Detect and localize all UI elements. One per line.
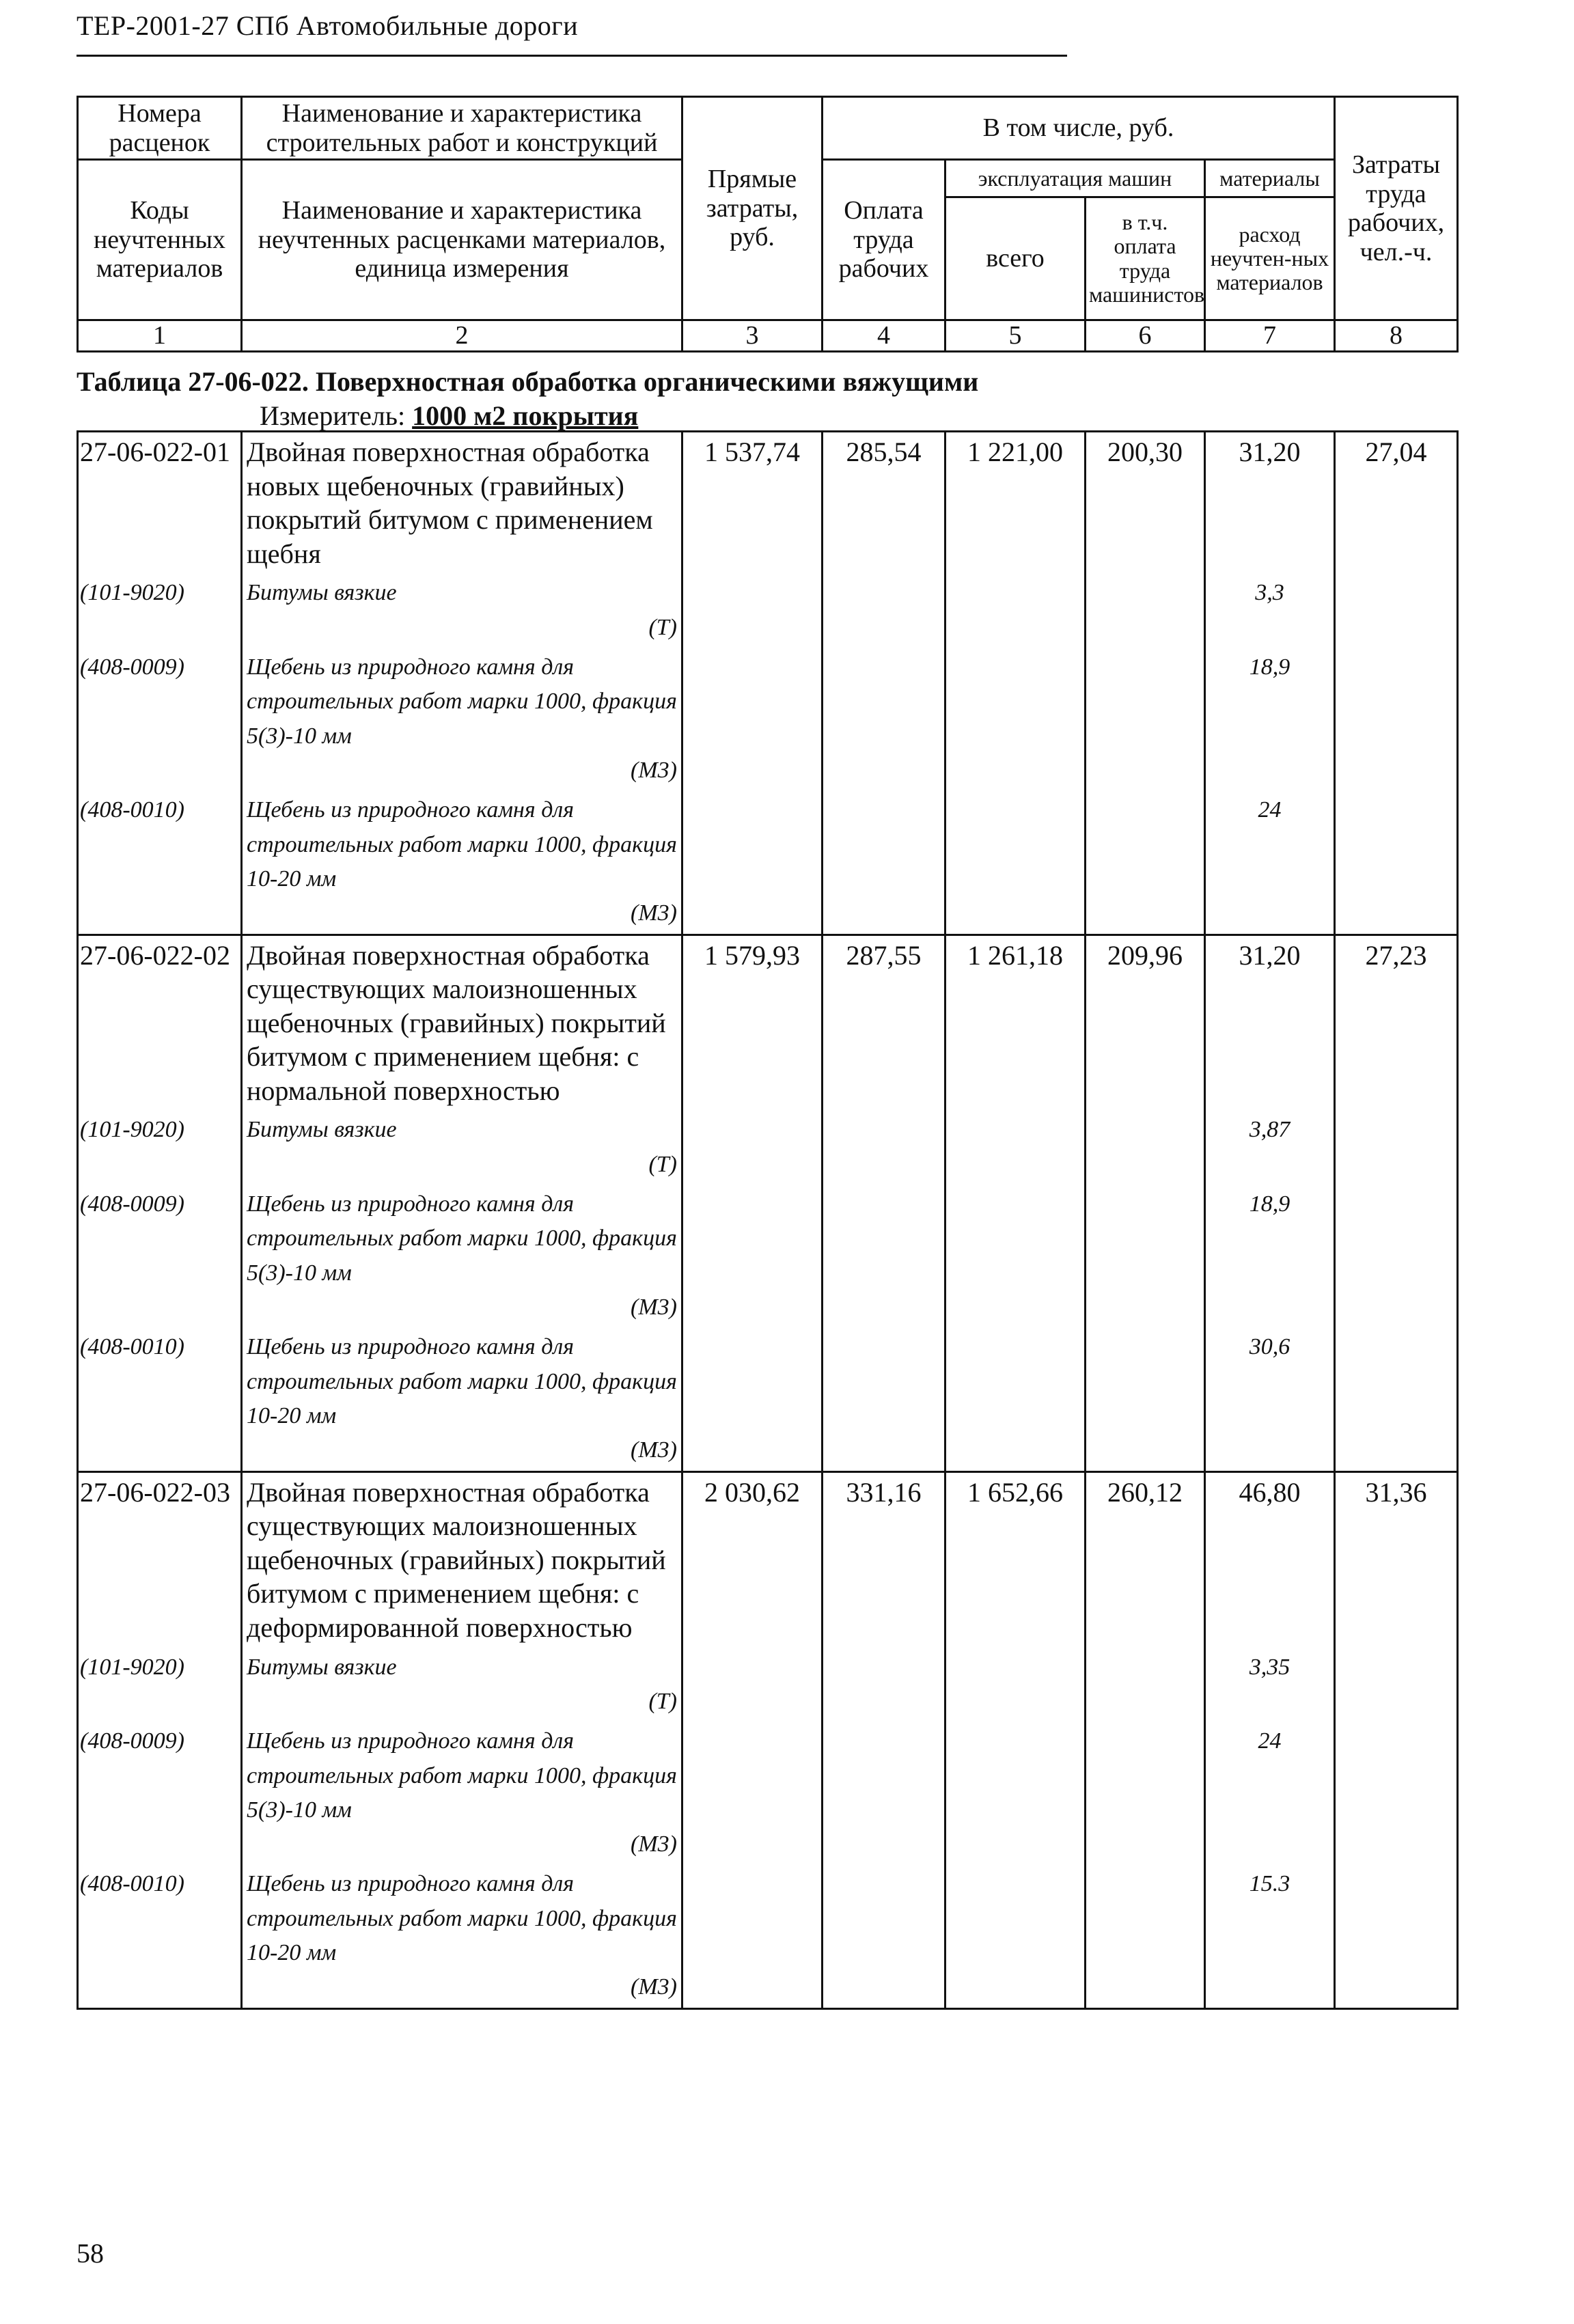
empty-cell xyxy=(945,1864,1086,2008)
header-col5: всего xyxy=(945,197,1086,320)
header-rule xyxy=(77,55,1067,57)
rate-name: Двойная поверхностная обработка существующих малоизношенных щебеночных (гравийных) покрытий битумом с применением щебня: с деформированной поверхностью xyxy=(242,1471,682,1647)
rate-name: Двойная поверхностная обработка существующих малоизношенных щебеночных (гравийных) покрытий битумом с применением щебня: с нормальной поверхностью xyxy=(242,935,682,1110)
material-quantity: 15.3 xyxy=(1205,1864,1335,2008)
material-row xyxy=(78,1648,1458,1722)
material-row xyxy=(78,1721,1458,1864)
header-num-4: 4 xyxy=(823,320,945,352)
material-row xyxy=(78,790,1458,935)
empty-cell xyxy=(1335,1110,1458,1185)
rate-code: 27-06-022-02 xyxy=(78,935,242,1110)
unit-label: Измеритель: xyxy=(260,400,406,431)
empty-cell xyxy=(1086,1864,1205,2008)
empty-cell xyxy=(1335,573,1458,648)
header-machines: эксплуатация машин xyxy=(945,160,1205,197)
empty-cell xyxy=(945,790,1086,935)
machine-labor: 209,96 xyxy=(1086,935,1205,1110)
empty-cell xyxy=(682,790,823,935)
header-col1-bottom: Коды неучтенных материалов xyxy=(78,160,242,320)
empty-cell xyxy=(1086,1327,1205,1471)
material-name-cell xyxy=(242,1721,682,1864)
header-col6: в т.ч. оплата труда машинистов xyxy=(1086,197,1205,320)
empty-cell xyxy=(823,1648,945,1722)
empty-cell xyxy=(1335,1185,1458,1327)
material-name-cell xyxy=(242,1864,682,2008)
empty-cell xyxy=(823,1864,945,2008)
empty-cell xyxy=(682,573,823,648)
material-name-cell xyxy=(242,573,682,648)
header-col4: Оплата труда рабочих xyxy=(823,160,945,320)
material-unit: (Т) xyxy=(648,1151,677,1177)
material-name: Битумы вязкие xyxy=(247,1654,397,1680)
empty-cell xyxy=(1086,1721,1205,1864)
running-head: ТЕР-2001-27 СПб Автомобильные дороги xyxy=(77,10,579,41)
labor-hours: 27,23 xyxy=(1335,935,1458,1110)
header-col1-top: Номера расценок xyxy=(78,97,242,160)
machine-total: 1 261,18 xyxy=(945,935,1086,1110)
table-unit xyxy=(260,400,638,432)
material-code: (101-9020) xyxy=(78,573,242,648)
material-unit: (М3) xyxy=(631,1831,677,1857)
material-name: Щебень из природного камня для строительных работ марки 1000, фракция 5(3)-10 мм xyxy=(247,1191,677,1286)
empty-cell xyxy=(945,573,1086,648)
material-quantity: 18,9 xyxy=(1205,1185,1335,1327)
material-row xyxy=(78,1185,1458,1327)
material-name-cell xyxy=(242,1648,682,1722)
empty-cell xyxy=(945,648,1086,790)
direct-cost: 2 030,62 xyxy=(682,1471,823,1647)
material-row xyxy=(78,648,1458,790)
empty-cell xyxy=(682,1721,823,1864)
material-quantity: 24 xyxy=(1205,1721,1335,1864)
empty-cell xyxy=(1335,648,1458,790)
material-unit: (М3) xyxy=(631,1295,677,1320)
empty-cell xyxy=(823,1721,945,1864)
material-name: Щебень из природного камня для строительных работ марки 1000, фракция 10-20 мм xyxy=(247,797,677,891)
machine-labor: 200,30 xyxy=(1086,432,1205,574)
empty-cell xyxy=(1086,648,1205,790)
rate-code: 27-06-022-01 xyxy=(78,432,242,574)
material-name-cell xyxy=(242,1327,682,1471)
labor-cost: 331,16 xyxy=(823,1471,945,1647)
material-name: Щебень из природного камня для строительных работ марки 1000, фракция 5(3)-10 мм xyxy=(247,654,677,749)
material-code: (408-0009) xyxy=(78,1721,242,1864)
empty-cell xyxy=(1086,790,1205,935)
material-unit: (М3) xyxy=(631,900,677,926)
materials-cost: 31,20 xyxy=(1205,432,1335,574)
header-num-1: 1 xyxy=(78,320,242,352)
empty-cell xyxy=(823,573,945,648)
material-name: Битумы вязкие xyxy=(247,1117,397,1143)
table-title: Таблица 27-06-022. Поверхностная обработка органическими вяжущими xyxy=(77,366,979,397)
empty-cell xyxy=(945,1721,1086,1864)
material-unit: (Т) xyxy=(648,614,677,640)
page-number: 58 xyxy=(77,2238,104,2269)
material-code: (408-0010) xyxy=(78,1327,242,1471)
material-row xyxy=(78,1864,1458,2008)
header-incl: В том числе, руб. xyxy=(823,97,1335,160)
material-quantity: 3,87 xyxy=(1205,1110,1335,1185)
material-quantity: 3,3 xyxy=(1205,573,1335,648)
material-name-cell xyxy=(242,1110,682,1185)
header-col2-top: Наименование и характеристика строительных работ и конструкций xyxy=(242,97,682,160)
material-quantity: 18,9 xyxy=(1205,648,1335,790)
header-num-6: 6 xyxy=(1086,320,1205,352)
direct-cost: 1 537,74 xyxy=(682,432,823,574)
labor-hours: 27,04 xyxy=(1335,432,1458,574)
empty-cell xyxy=(682,1110,823,1185)
empty-cell xyxy=(1086,1648,1205,1722)
empty-cell xyxy=(823,1327,945,1471)
material-name: Щебень из природного камня для строительных работ марки 1000, фракция 10-20 мм xyxy=(247,1334,677,1428)
empty-cell xyxy=(945,1185,1086,1327)
material-name: Битумы вязкие xyxy=(247,580,397,606)
rates-table xyxy=(77,430,1459,2010)
material-code: (408-0010) xyxy=(78,1864,242,2008)
labor-hours: 31,36 xyxy=(1335,1471,1458,1647)
empty-cell xyxy=(823,648,945,790)
material-unit: (Т) xyxy=(648,1688,677,1714)
header-num-3: 3 xyxy=(682,320,823,352)
empty-cell xyxy=(682,1648,823,1722)
empty-cell xyxy=(1335,1327,1458,1471)
empty-cell xyxy=(682,1864,823,2008)
machine-total: 1 221,00 xyxy=(945,432,1086,574)
column-header-table xyxy=(77,96,1459,352)
direct-cost: 1 579,93 xyxy=(682,935,823,1110)
header-num-2: 2 xyxy=(242,320,682,352)
material-row xyxy=(78,1110,1458,1185)
header-col8: Затраты труда рабочих, чел.-ч. xyxy=(1335,97,1458,320)
machine-labor: 260,12 xyxy=(1086,1471,1205,1647)
empty-cell xyxy=(1086,1110,1205,1185)
empty-cell xyxy=(1086,1185,1205,1327)
machine-total: 1 652,66 xyxy=(945,1471,1086,1647)
material-quantity: 24 xyxy=(1205,790,1335,935)
empty-cell xyxy=(1335,790,1458,935)
material-unit: (М3) xyxy=(631,1437,677,1463)
material-name-cell xyxy=(242,1185,682,1327)
material-name: Щебень из природного камня для строительных работ марки 1000, фракция 10-20 мм xyxy=(247,1871,677,1966)
material-unit: (М3) xyxy=(631,757,677,783)
material-name-cell xyxy=(242,648,682,790)
header-col2-bottom: Наименование и характеристика неучтенных расценками материалов, единица измерения xyxy=(242,160,682,320)
labor-cost: 287,55 xyxy=(823,935,945,1110)
empty-cell xyxy=(682,648,823,790)
empty-cell xyxy=(1086,573,1205,648)
material-code: (101-9020) xyxy=(78,1110,242,1185)
rate-code: 27-06-022-03 xyxy=(78,1471,242,1647)
material-name-cell xyxy=(242,790,682,935)
material-quantity: 30,6 xyxy=(1205,1327,1335,1471)
header-num-7: 7 xyxy=(1205,320,1335,352)
rate-name: Двойная поверхностная обработка новых щебеночных (гравийных) покрытий битумом с применением щебня xyxy=(242,432,682,574)
empty-cell xyxy=(1335,1864,1458,2008)
labor-cost: 285,54 xyxy=(823,432,945,574)
material-row xyxy=(78,1327,1458,1471)
empty-cell xyxy=(1335,1648,1458,1722)
material-code: (408-0009) xyxy=(78,648,242,790)
header-col7: расход неучтен-ных материалов xyxy=(1205,197,1335,320)
material-code: (408-0009) xyxy=(78,1185,242,1327)
empty-cell xyxy=(945,1110,1086,1185)
header-materials: материалы xyxy=(1205,160,1335,197)
header-col3: Прямые затраты, руб. xyxy=(682,97,823,320)
material-row xyxy=(78,573,1458,648)
material-code: (101-9020) xyxy=(78,1648,242,1722)
material-name: Щебень из природного камня для строительных работ марки 1000, фракция 5(3)-10 мм xyxy=(247,1728,677,1823)
rate-row xyxy=(78,935,1458,1110)
material-quantity: 3,35 xyxy=(1205,1648,1335,1722)
empty-cell xyxy=(823,1110,945,1185)
empty-cell xyxy=(823,790,945,935)
rate-row xyxy=(78,432,1458,574)
empty-cell xyxy=(682,1185,823,1327)
material-unit: (М3) xyxy=(631,1974,677,2000)
header-num-8: 8 xyxy=(1335,320,1458,352)
materials-cost: 46,80 xyxy=(1205,1471,1335,1647)
empty-cell xyxy=(945,1648,1086,1722)
rate-row xyxy=(78,1471,1458,1647)
material-code: (408-0010) xyxy=(78,790,242,935)
header-num-5: 5 xyxy=(945,320,1086,352)
materials-cost: 31,20 xyxy=(1205,935,1335,1110)
unit-value: 1000 м2 покрытия xyxy=(412,400,639,431)
empty-cell xyxy=(682,1327,823,1471)
empty-cell xyxy=(1335,1721,1458,1864)
empty-cell xyxy=(823,1185,945,1327)
empty-cell xyxy=(945,1327,1086,1471)
